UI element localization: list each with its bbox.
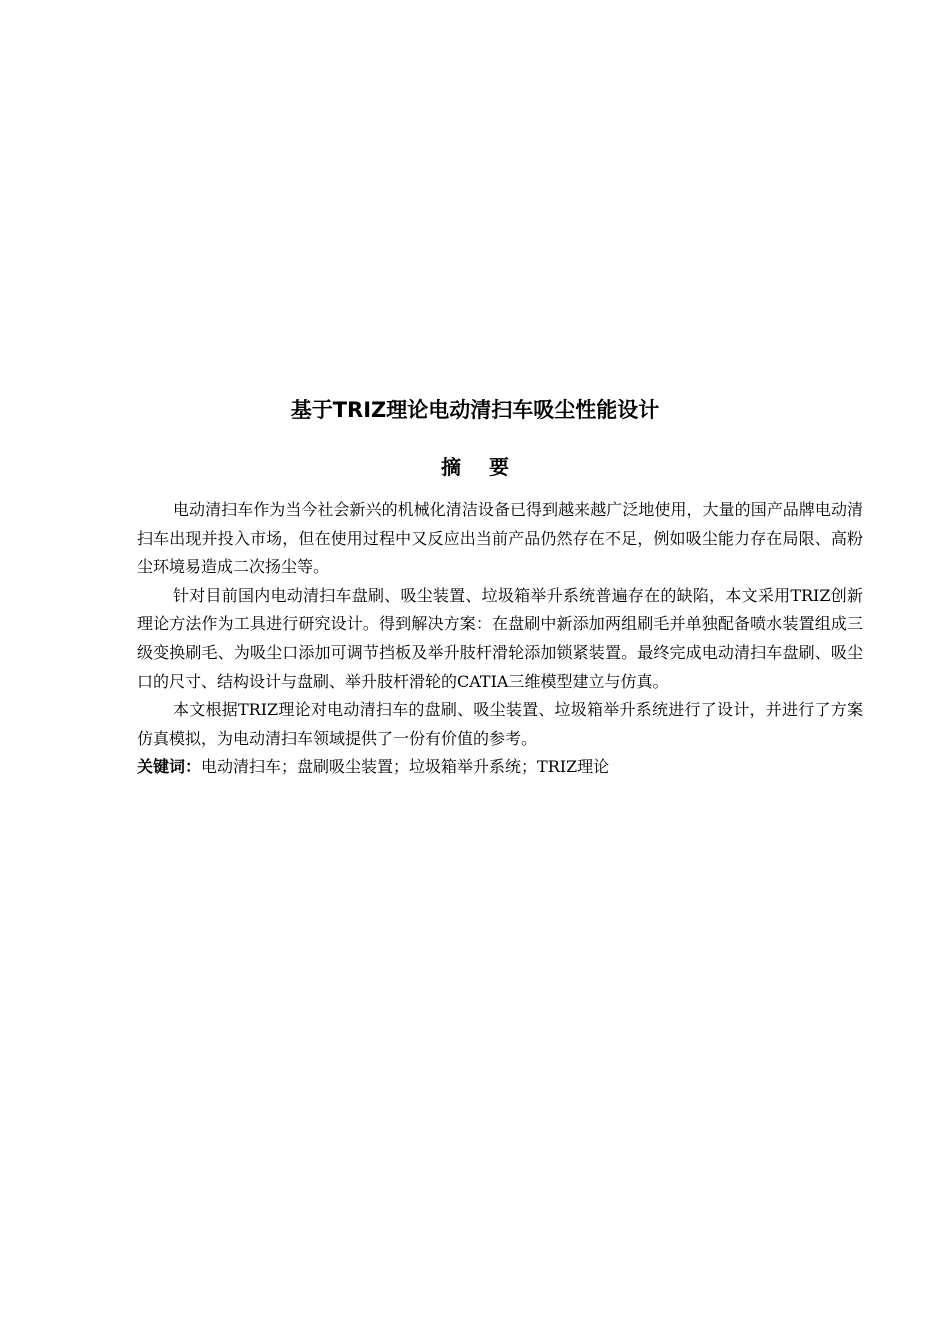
keywords-label: 关键词：: [137, 757, 202, 777]
keywords-text: 电动清扫车；盘刷吸尘装置；垃圾箱举升系统；TRIZ理论: [201, 757, 610, 777]
abstract-paragraph-3: 本文根据TRIZ理论对电动清扫车的盘刷、吸尘装置、垃圾箱举升系统进行了设计，并进行了方案仿真模拟，为电动清扫车领域提供了一份有价值的参考。: [137, 700, 863, 748]
abstract-body: [137, 496, 863, 782]
keywords-line: [137, 753, 863, 782]
abstract-paragraph-2: 针对目前国内电动清扫车盘刷、吸尘装置、垃圾箱举升系统普遍存在的缺陷，本文采用TRIZ创新理论方法作为工具进行研究设计。得到解决方案：在盘刷中新添加两组刷毛并单独配备喷水装置组成三级变换刷毛、为吸尘口添加可调节挡板及举升肢杆滑轮添加锁紧装置。最终完成电动清扫车盘刷、吸尘口的尺寸、结构设计与盘刷、举升肢杆滑轮的CATIA三维模型建立与仿真。: [137, 585, 863, 691]
abstract-paragraph-1: 电动清扫车作为当今社会新兴的机械化清洁设备已得到越来越广泛地使用，大量的国产品牌电动清扫车出现并投入市场，但在使用过程中又反应出当前产品仍然存在不足，例如吸尘能力存在局限、高粉尘环境易造成二次扬尘等。: [137, 500, 863, 577]
abstract-heading: 摘要: [441, 455, 537, 479]
document-title: 基于TRIZ理论电动清扫车吸尘性能设计: [290, 398, 660, 422]
